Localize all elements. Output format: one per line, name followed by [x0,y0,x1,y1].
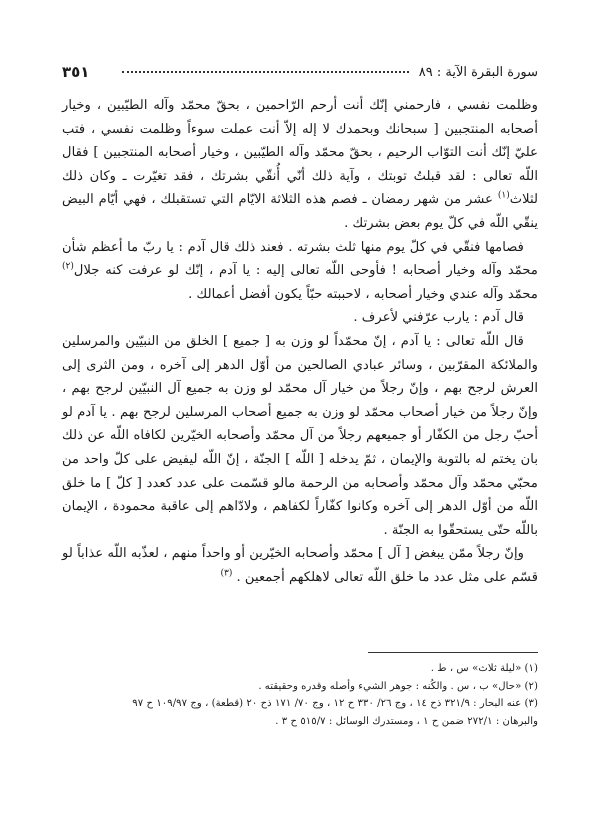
paragraph [62,94,538,236]
paragraph [62,330,538,542]
text-line: تغيّرت ـ وكان ذلك لثلاث [62,168,538,208]
paragraph [62,306,538,330]
text-line: بهم ، وإنّ رجلاً من خيار أصحاب محمّد لو وزن به جميع أصحاب المرسلين لرجح [62,381,538,420]
footnote-ref: (١) [497,190,510,201]
text-line: وخيار أصحابه المنتجبين [ سبحانك وبحمدك لا إله إلاّ أنت عملت سوءاً وظلمت [62,98,538,137]
text-line: على عدد كعدد [ كلّ ] ما خلق اللّه من أوّل الدهر إلى آخره وكانوا كفّاراً لكفاهم ، [62,475,538,515]
text-line: لكافاه اللّه عن ذلك بان يختم له بالتوبة والإيمان ، ثمّ يدخله [ اللّه ] الجنّة ، إنّ اللّه [62,428,538,467]
running-head: سورة البقرة الآية : ٨٩ [418,64,538,80]
text-line: محمّد وآله عندي وخيار أصحابه ، لاحببته حبّاً يكون أفضل أعمالك . [188,286,538,302]
header-dotted-rule [122,71,409,73]
text-line: تستقبلك ، فهي أيّام البيض ينقّي اللّه في كلّ يوم بعض بشرتك . [62,192,538,231]
paragraph [62,542,538,589]
footnotes [62,660,538,730]
footnote-ref: (٢) [62,261,74,272]
footnote-ref: (٣) [220,568,233,579]
text-line: محمّد وآله وخيار أصحابه ! فأوحى اللّه تعالى إليه : يا آدم ، إنّك لو عرفت كنه جلال [73,263,538,279]
page-header [62,60,538,84]
text-line: عشر من شهر رمضان ـ فصم هذه الثلاثة الايّام التي [210,192,493,208]
footnote: (٢) «حال» ب ، س . والكُنه : جوهر الشيء وأصله وقدره وحقيقته . [258,680,538,692]
footnote-separator [368,652,538,653]
text-line: وإنّ رجلاً ممّن يبغض [ آل ] محمّد وأصحابه الخيّرين أو واحداً منهم ، لعذّبه اللّه [107,546,524,562]
page-number: ٣٥١ [62,63,90,81]
paragraph [62,236,538,307]
footnote: (٣) عنه البحار : ٣٢١/٩ ذح ١٤ ، وج ٢٦/ ٣٣٠ ح ١٢ ، وج ٧٠/ ١٧١ ذح ٢٠ (قطعة) ، وج ١٠٩/٩٧ ح ٩٧ [132,698,538,709]
text-line: فصامها فنقّي في كلّ يوم منها ثلث بشرته . فعند ذلك قال آدم : يا ربّ ما أعظم شأن [62,239,524,255]
footnote: (١) «ليلة ثلاث» س ، ط . [430,663,538,674]
text-line: عذاباً لو قسّم على مثل عدد ما خلق اللّه تعالى لاهلكهم أجمعين . [62,546,538,585]
text-line: ولادّاهم إلى عاقبة محمودة ، الإيمان باللّه حتّى يستحقّوا به الجنّة . [62,499,538,538]
text-line: إلى العرش لرجح بهم ، وإنّ رجلاً من خيار آل محمّد لو وزن به جميع آل النبيّين لرجح [62,357,538,397]
text-line: والملائكة المقرّبين ، وسائر عبادي الصالحين من أوّل الدهر إلى آخره ، ومن الثرى [86,357,538,373]
text-line: وظلمت نفسي ، فارحمني إنّك أنت أرحم الرّاحمين ، بحقّ محمّد وآله الطيّبين ، [96,98,538,113]
text-line: قال اللّه تعالى : يا آدم ، إنّ محمّداً لو وزن به [ جميع ] الخلق من النبيّين والمرسلين [62,333,524,349]
main-text [62,94,538,589]
text-line: المنتجبين ] فقال اللّه تعالى : لقد قبلتُ توبتك ، وآية ذلك أنّي أُنقّي بشرتك ، فقد [62,145,538,184]
footnote-continuation: والبرهان : ٢٧٢/١ ضمن ح ١ ، ومستدرك الوسائل : ٥١٥/٧ ح ٣ . [275,715,538,727]
text-line: نفسي ، فتب عليّ إنّك أنت التوّاب الرحيم ، بحقّ محمّد وآله الطيّبين ، وخيار أصحابه [62,121,538,161]
text-line: بهم . يا آدم لو أحبّ رجل من الكفّار أو جميعهم رجلاً من آل محمّد وأصحابه الخيّرين [62,404,538,444]
text-line: ليفيض على كلّ واحد من محبّي محمّد وآل محمّد وأصحابه من الرحمة مالو قسّمت [62,451,538,491]
text-line: قال آدم : يارب عرّفني لأعرف . [353,310,524,326]
